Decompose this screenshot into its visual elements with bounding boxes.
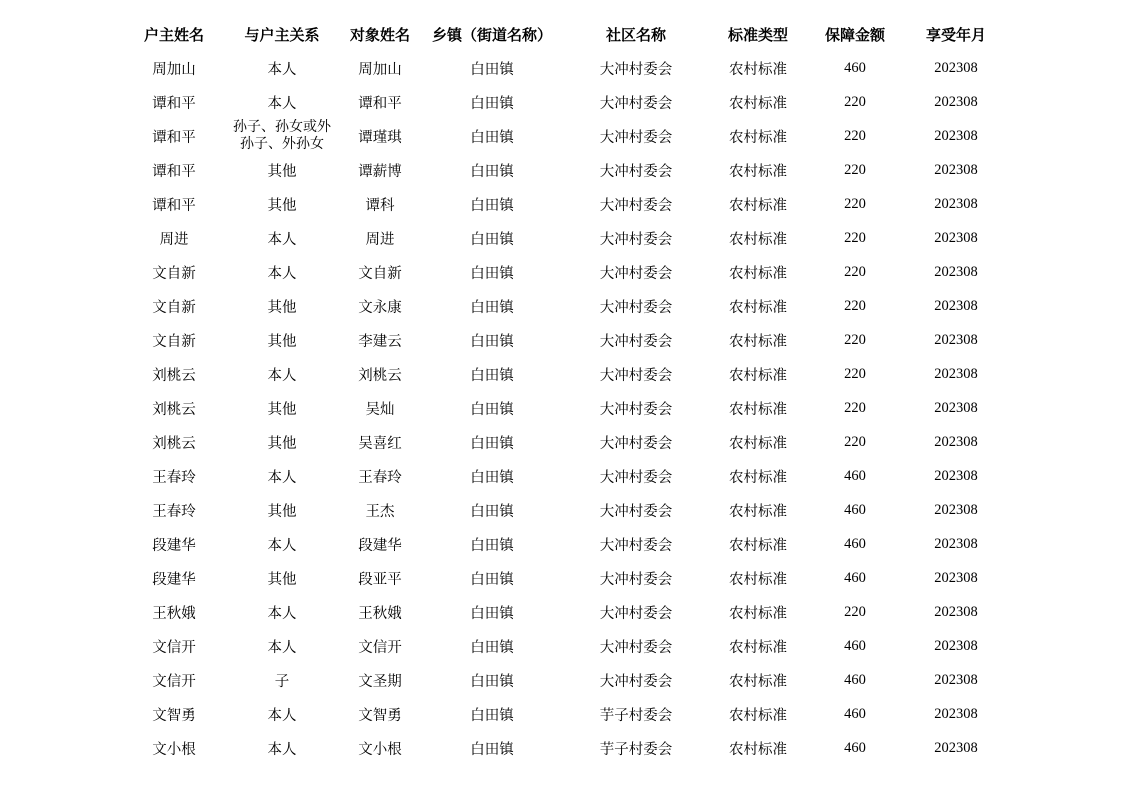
cell-standard-type: 农村标准 — [729, 435, 787, 452]
table-row — [120, 153, 1006, 187]
cell-householder-name: 周加山 — [152, 61, 196, 78]
cell-community: 大冲村委会 — [599, 95, 673, 112]
col-header-community: 社区名称 — [605, 25, 666, 44]
cell-standard-type: 农村标准 — [729, 707, 787, 724]
table-row — [120, 51, 1006, 85]
cell-community: 大冲村委会 — [599, 673, 673, 690]
cell-amount: 460 — [844, 59, 866, 76]
cell-amount: 460 — [844, 535, 866, 552]
cell-month: 202308 — [934, 365, 978, 382]
cell-recipient-name: 文信开 — [358, 639, 402, 656]
cell-standard-type: 农村标准 — [729, 503, 787, 520]
cell-month: 202308 — [934, 467, 978, 484]
cell-standard-type: 农村标准 — [729, 299, 787, 316]
col-header-month: 享受年月 — [925, 25, 986, 44]
cell-month: 202308 — [934, 195, 978, 212]
cell-month: 202308 — [934, 263, 978, 280]
cell-month: 202308 — [934, 637, 978, 654]
cell-householder-name: 文自新 — [152, 299, 196, 316]
cell-recipient-name: 王春玲 — [358, 469, 402, 486]
cell-relation: 本人 — [267, 605, 297, 622]
cell-householder-name: 文信开 — [152, 639, 196, 656]
cell-community: 大冲村委会 — [599, 435, 673, 452]
cell-standard-type: 农村标准 — [729, 673, 787, 690]
cell-recipient-name: 谭瑾琪 — [358, 129, 402, 146]
cell-community: 大冲村委会 — [599, 265, 673, 282]
cell-township: 白田镇 — [470, 129, 514, 146]
cell-township: 白田镇 — [470, 265, 514, 282]
cell-community: 大冲村委会 — [599, 639, 673, 656]
cell-month: 202308 — [934, 705, 978, 722]
table-row — [120, 731, 1006, 765]
col-header-standard-type: 标准类型 — [727, 25, 788, 44]
cell-community: 大冲村委会 — [599, 299, 673, 316]
cell-relation: 本人 — [267, 741, 297, 758]
cell-relation: 本人 — [267, 639, 297, 656]
cell-township: 白田镇 — [470, 61, 514, 78]
cell-community: 大冲村委会 — [599, 503, 673, 520]
cell-recipient-name: 文永康 — [358, 299, 402, 316]
cell-township: 白田镇 — [470, 605, 514, 622]
cell-relation: 其他 — [267, 571, 297, 588]
cell-month: 202308 — [934, 433, 978, 450]
cell-relation: 其他 — [267, 435, 297, 452]
cell-amount: 460 — [844, 637, 866, 654]
cell-amount: 460 — [844, 705, 866, 722]
cell-standard-type: 农村标准 — [729, 61, 787, 78]
cell-recipient-name: 文小根 — [358, 741, 402, 758]
col-header-householder-name: 户主姓名 — [143, 25, 204, 44]
cell-amount: 460 — [844, 671, 866, 688]
cell-recipient-name: 段建华 — [358, 537, 402, 554]
cell-community: 大冲村委会 — [599, 367, 673, 384]
cell-community: 大冲村委会 — [599, 605, 673, 622]
cell-householder-name: 刘桃云 — [152, 367, 196, 384]
table-row — [120, 527, 1006, 561]
cell-recipient-name: 王秋娥 — [358, 605, 402, 622]
table-row — [120, 391, 1006, 425]
cell-standard-type: 农村标准 — [729, 333, 787, 350]
cell-relation: 其他 — [267, 299, 297, 316]
cell-relation: 本人 — [267, 367, 297, 384]
cell-township: 白田镇 — [470, 367, 514, 384]
cell-month: 202308 — [934, 127, 978, 144]
cell-recipient-name: 文自新 — [358, 265, 402, 282]
cell-recipient-name: 吴喜红 — [358, 435, 402, 452]
cell-amount: 220 — [844, 603, 866, 620]
cell-relation: 其他 — [267, 503, 297, 520]
cell-standard-type: 农村标准 — [729, 401, 787, 418]
cell-community: 大冲村委会 — [599, 401, 673, 418]
table-row — [120, 561, 1006, 595]
cell-householder-name: 文自新 — [152, 333, 196, 350]
cell-community: 大冲村委会 — [599, 469, 673, 486]
cell-recipient-name: 吴灿 — [365, 401, 395, 418]
roster-body — [120, 51, 1006, 765]
table-row — [120, 289, 1006, 323]
cell-recipient-name: 李建云 — [358, 333, 402, 350]
cell-relation: 本人 — [267, 537, 297, 554]
table-row — [120, 425, 1006, 459]
cell-householder-name: 王春玲 — [152, 469, 196, 486]
cell-township: 白田镇 — [470, 163, 514, 180]
cell-township: 白田镇 — [470, 231, 514, 248]
cell-township: 白田镇 — [470, 435, 514, 452]
cell-standard-type: 农村标准 — [729, 367, 787, 384]
cell-township: 白田镇 — [470, 299, 514, 316]
cell-township: 白田镇 — [470, 741, 514, 758]
cell-township: 白田镇 — [470, 401, 514, 418]
cell-amount: 460 — [844, 501, 866, 518]
cell-amount: 220 — [844, 433, 866, 450]
cell-householder-name: 文信开 — [152, 673, 196, 690]
cell-recipient-name: 王杰 — [365, 503, 395, 520]
assistance-roster-table — [120, 17, 1006, 765]
col-header-recipient-name: 对象姓名 — [349, 25, 410, 44]
cell-standard-type: 农村标准 — [729, 741, 787, 758]
cell-householder-name: 谭和平 — [152, 197, 196, 214]
cell-township: 白田镇 — [470, 333, 514, 350]
cell-month: 202308 — [934, 603, 978, 620]
cell-township: 白田镇 — [470, 197, 514, 214]
cell-recipient-name: 谭科 — [365, 197, 395, 214]
cell-relation: 本人 — [267, 265, 297, 282]
table-row — [120, 663, 1006, 697]
cell-township: 白田镇 — [470, 469, 514, 486]
cell-month: 202308 — [934, 161, 978, 178]
cell-relation: 其他 — [267, 197, 297, 214]
cell-amount: 220 — [844, 93, 866, 110]
cell-householder-name: 段建华 — [152, 537, 196, 554]
cell-recipient-name: 文智勇 — [358, 707, 402, 724]
cell-householder-name: 王秋娥 — [152, 605, 196, 622]
cell-amount: 220 — [844, 399, 866, 416]
table-row — [120, 255, 1006, 289]
cell-householder-name: 刘桃云 — [152, 435, 196, 452]
cell-relation: 本人 — [267, 231, 297, 248]
cell-amount: 220 — [844, 229, 866, 246]
cell-month: 202308 — [934, 671, 978, 688]
cell-recipient-name: 谭和平 — [358, 95, 402, 112]
cell-amount: 460 — [844, 467, 866, 484]
table-row — [120, 187, 1006, 221]
cell-amount: 220 — [844, 297, 866, 314]
col-header-relation: 与户主关系 — [244, 25, 320, 44]
cell-recipient-name: 刘桃云 — [358, 367, 402, 384]
cell-standard-type: 农村标准 — [729, 605, 787, 622]
cell-month: 202308 — [934, 501, 978, 518]
table-row — [120, 357, 1006, 391]
cell-amount: 220 — [844, 263, 866, 280]
cell-month: 202308 — [934, 229, 978, 246]
cell-householder-name: 周进 — [159, 231, 189, 248]
cell-relation: 本人 — [267, 95, 297, 112]
col-header-amount: 保障金额 — [824, 25, 885, 44]
col-header-township: 乡镇（街道名称） — [431, 25, 552, 44]
cell-township: 白田镇 — [470, 537, 514, 554]
cell-amount: 220 — [844, 195, 866, 212]
cell-month: 202308 — [934, 535, 978, 552]
cell-amount: 460 — [844, 739, 866, 756]
cell-relation: 其他 — [267, 163, 297, 180]
cell-relation: 其他 — [267, 401, 297, 418]
cell-relation: 本人 — [267, 469, 297, 486]
cell-community: 大冲村委会 — [599, 537, 673, 554]
cell-amount: 460 — [844, 569, 866, 586]
cell-township: 白田镇 — [470, 95, 514, 112]
cell-amount: 220 — [844, 365, 866, 382]
cell-community: 大冲村委会 — [599, 61, 673, 78]
cell-recipient-name: 周进 — [365, 231, 395, 248]
cell-householder-name: 王春玲 — [152, 503, 196, 520]
cell-township: 白田镇 — [470, 673, 514, 690]
table-row — [120, 493, 1006, 527]
table-row — [120, 119, 1006, 153]
cell-recipient-name: 谭薪博 — [358, 163, 402, 180]
cell-householder-name: 文小根 — [152, 741, 196, 758]
cell-community: 大冲村委会 — [599, 231, 673, 248]
cell-standard-type: 农村标准 — [729, 265, 787, 282]
table-row — [120, 221, 1006, 255]
cell-householder-name: 文智勇 — [152, 707, 196, 724]
cell-standard-type: 农村标准 — [729, 231, 787, 248]
cell-community: 大冲村委会 — [599, 129, 673, 146]
cell-relation: 孙子、孙女或外孙子、外孙女 — [233, 119, 331, 152]
cell-householder-name: 谭和平 — [152, 163, 196, 180]
cell-amount: 220 — [844, 161, 866, 178]
cell-householder-name: 谭和平 — [152, 95, 196, 112]
cell-standard-type: 农村标准 — [729, 95, 787, 112]
cell-township: 白田镇 — [470, 571, 514, 588]
cell-standard-type: 农村标准 — [729, 129, 787, 146]
cell-standard-type: 农村标准 — [729, 197, 787, 214]
table-row — [120, 595, 1006, 629]
cell-relation: 其他 — [267, 333, 297, 350]
cell-relation: 本人 — [267, 707, 297, 724]
cell-relation: 本人 — [267, 61, 297, 78]
cell-community: 大冲村委会 — [599, 197, 673, 214]
cell-month: 202308 — [934, 59, 978, 76]
cell-month: 202308 — [934, 297, 978, 314]
cell-township: 白田镇 — [470, 639, 514, 656]
cell-month: 202308 — [934, 569, 978, 586]
cell-month: 202308 — [934, 331, 978, 348]
cell-standard-type: 农村标准 — [729, 639, 787, 656]
cell-month: 202308 — [934, 739, 978, 756]
table-row — [120, 323, 1006, 357]
cell-month: 202308 — [934, 399, 978, 416]
cell-standard-type: 农村标准 — [729, 537, 787, 554]
cell-recipient-name: 周加山 — [358, 61, 402, 78]
table-row — [120, 85, 1006, 119]
cell-community: 大冲村委会 — [599, 571, 673, 588]
cell-township: 白田镇 — [470, 503, 514, 520]
cell-community: 芋子村委会 — [599, 707, 673, 724]
cell-recipient-name: 段亚平 — [358, 571, 402, 588]
cell-recipient-name: 文圣期 — [358, 673, 402, 690]
cell-amount: 220 — [844, 331, 866, 348]
cell-householder-name: 文自新 — [152, 265, 196, 282]
cell-householder-name: 谭和平 — [152, 129, 196, 146]
cell-community: 大冲村委会 — [599, 163, 673, 180]
cell-amount: 220 — [844, 127, 866, 144]
table-row — [120, 629, 1006, 663]
cell-community: 芋子村委会 — [599, 741, 673, 758]
cell-householder-name: 刘桃云 — [152, 401, 196, 418]
header-row — [120, 17, 1006, 51]
cell-householder-name: 段建华 — [152, 571, 196, 588]
table-row — [120, 459, 1006, 493]
cell-month: 202308 — [934, 93, 978, 110]
cell-community: 大冲村委会 — [599, 333, 673, 350]
cell-standard-type: 农村标准 — [729, 571, 787, 588]
cell-standard-type: 农村标准 — [729, 163, 787, 180]
cell-relation: 子 — [274, 673, 290, 690]
cell-township: 白田镇 — [470, 707, 514, 724]
cell-standard-type: 农村标准 — [729, 469, 787, 486]
table-row — [120, 697, 1006, 731]
